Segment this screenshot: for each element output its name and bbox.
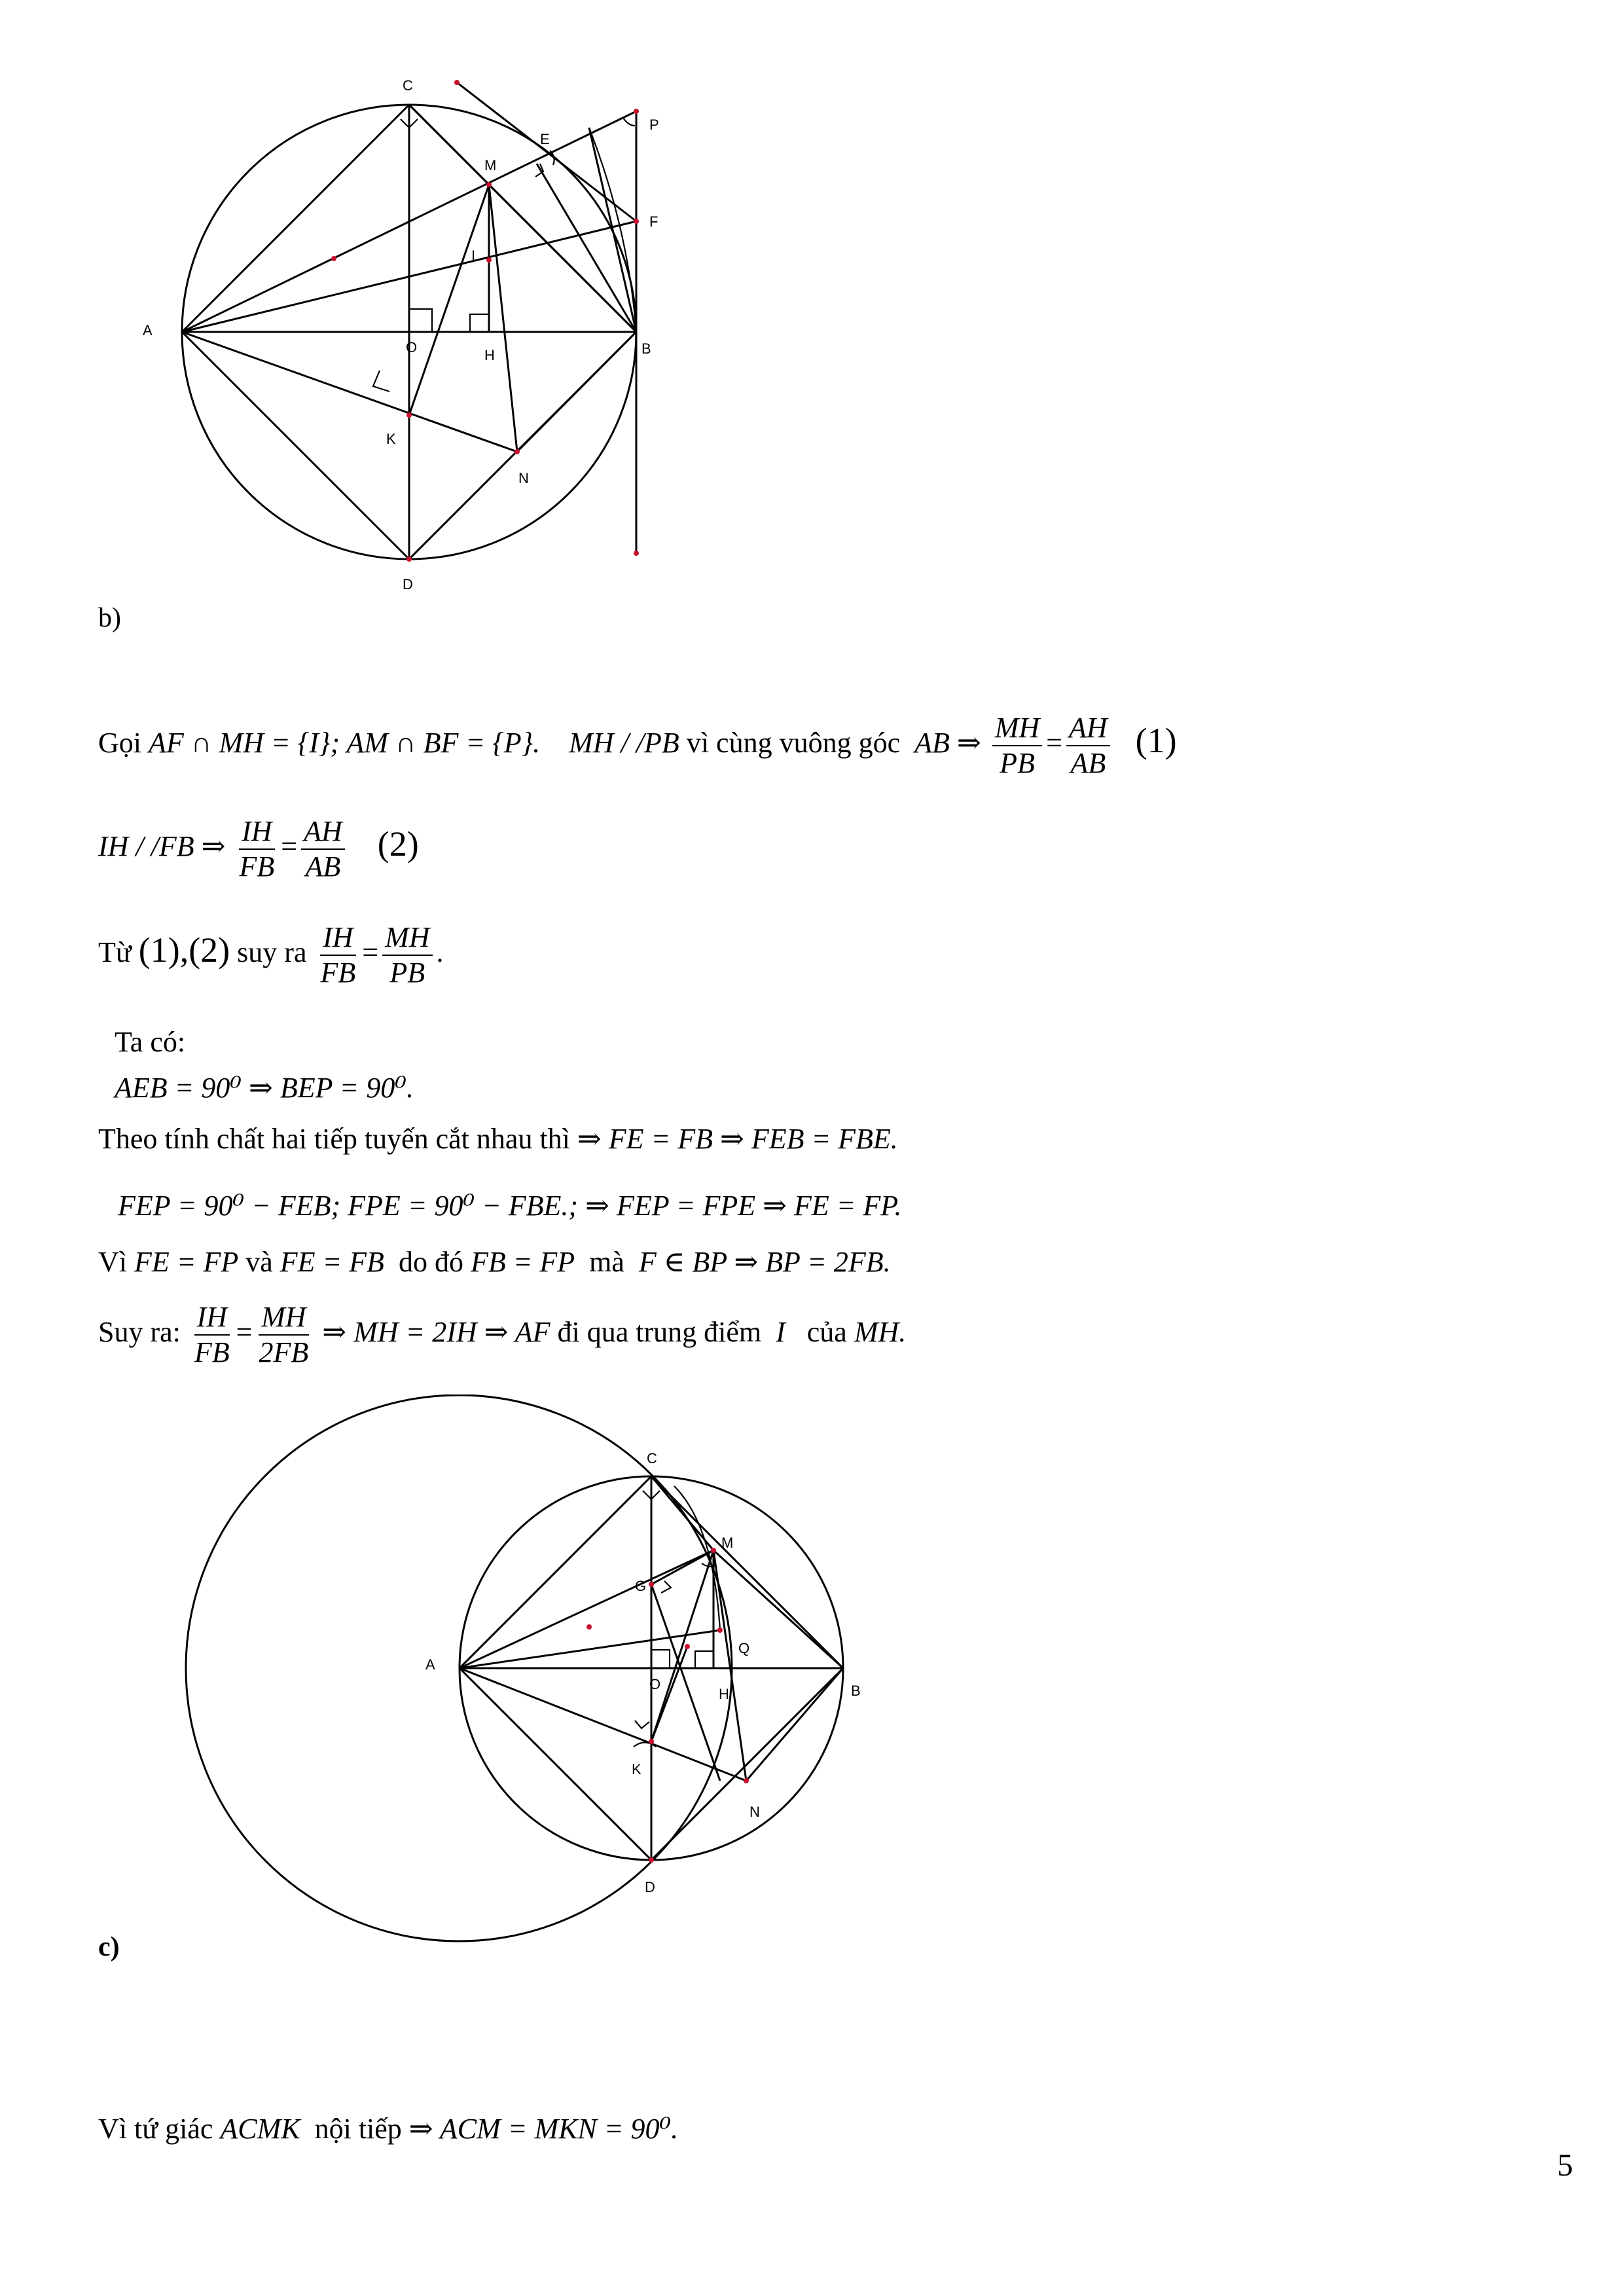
text-line-4: Ta có: bbox=[115, 1026, 186, 1058]
word-do-do: do đó bbox=[398, 1246, 463, 1278]
label-c-D: D bbox=[645, 1879, 655, 1895]
figure-b-geometry bbox=[182, 80, 639, 562]
equation-tag-1: (1) bbox=[1135, 721, 1177, 761]
label-b-H: H bbox=[484, 347, 495, 363]
label-c-K: K bbox=[632, 1761, 641, 1777]
math-ih-fb: IH / /FB ⇒ bbox=[98, 830, 226, 863]
fraction-ih-fb bbox=[237, 817, 278, 881]
fraction-ih-fb bbox=[317, 923, 358, 987]
word-goi: Gọi bbox=[98, 727, 141, 759]
text-line-10 bbox=[98, 2115, 678, 2143]
fraction-ah-ab bbox=[301, 817, 345, 881]
label-b-M: M bbox=[484, 157, 497, 173]
text-tu-giac: Vì tứ giác bbox=[98, 2113, 213, 2145]
label-b-P: P bbox=[649, 117, 659, 133]
fraction-ih-fb bbox=[192, 1303, 232, 1367]
figure-c-geometry bbox=[186, 1395, 843, 1941]
math-fe-fb: ⇒ FE = FB ⇒ FEB = FBE. bbox=[577, 1123, 898, 1155]
label-b-B: B bbox=[641, 340, 651, 357]
text-tiep-tuyen: Theo tính chất hai tiếp tuyến cắt nhau thì bbox=[98, 1123, 570, 1155]
math-ab-implies: AB ⇒ bbox=[914, 727, 981, 759]
equation-refs: (1),(2) bbox=[138, 930, 230, 970]
fraction-ah-ab bbox=[1066, 714, 1110, 778]
text-line-1: Gọi AF ∩ MH = {I}; AM ∩ BF = {P}. MH / /PB vì cùng vuông góc AB ⇒ $\frac{MH}{PB}$ = $\frac{AH}{AB}$ (1) bbox=[98, 712, 1177, 779]
math-mh: MH. bbox=[854, 1316, 907, 1349]
word-ma: mà bbox=[589, 1246, 624, 1278]
word-suy-ra: Suy ra: bbox=[98, 1316, 181, 1349]
label-b-N: N bbox=[518, 470, 529, 486]
label-c-A: A bbox=[425, 1656, 435, 1673]
numerator: AH bbox=[301, 817, 345, 850]
math-f-in-bp: F ∈ BP ⇒ BP = 2FB. bbox=[638, 1246, 891, 1278]
math-acmk: ACMK bbox=[220, 2113, 300, 2145]
label-b-A: A bbox=[143, 322, 153, 338]
word-cua: của bbox=[806, 1316, 847, 1349]
label-c-O: O bbox=[649, 1676, 661, 1692]
numerator: IH bbox=[239, 817, 274, 850]
text-line-2: IH / /FB ⇒ $\frac{IH}{FB}$ = $\frac{AH}{AB}$ (2) bbox=[98, 815, 419, 883]
figure-b bbox=[131, 65, 707, 609]
word-vi: Vì bbox=[98, 1246, 127, 1278]
fraction-mh-pb bbox=[382, 923, 432, 987]
word-tu: Từ bbox=[98, 936, 132, 969]
equation-tag-2: (2) bbox=[377, 824, 419, 864]
text-line-7: FEP = 90⁰ − FEB; FPE = 90⁰ − FBE.; ⇒ FEP = FPE ⇒ FE = FP. bbox=[118, 1190, 902, 1222]
math-fe-fb: FE = FB bbox=[280, 1246, 384, 1278]
math-fb-fp: FB = FP bbox=[470, 1246, 575, 1278]
math-mh-2ih: ⇒ MH = 2IH ⇒ AF bbox=[322, 1316, 550, 1349]
label-c-H: H bbox=[719, 1686, 729, 1702]
text-line-6 bbox=[98, 1125, 898, 1154]
fraction-mh-pb bbox=[992, 714, 1042, 778]
math-set-def: AF ∩ MH = {I}; AM ∩ BF = {P}. bbox=[149, 727, 541, 759]
text-line-3: Từ (1),(2) suy ra $\frac{IH}{FB}$ = $\frac{MH}{PB}$ . bbox=[98, 921, 444, 989]
denominator: FB bbox=[239, 850, 275, 883]
denominator: AB bbox=[1070, 747, 1106, 779]
label-b-I: I bbox=[471, 247, 476, 264]
fraction-mh-2fb bbox=[256, 1303, 311, 1367]
text-line-5: AEB = 90⁰ ⇒ BEP = 90⁰. bbox=[115, 1072, 414, 1104]
denominator: FB bbox=[320, 957, 356, 989]
denominator: AB bbox=[305, 850, 341, 883]
label-c-M: M bbox=[721, 1535, 734, 1551]
numerator: MH bbox=[259, 1303, 308, 1336]
numerator: AH bbox=[1066, 714, 1110, 746]
part-c-label: c) bbox=[98, 1932, 120, 1962]
figure-c bbox=[157, 1394, 916, 1971]
numerator: MH bbox=[382, 923, 432, 956]
numerator: MH bbox=[992, 714, 1042, 746]
denominator: PB bbox=[389, 957, 425, 989]
text-line-8 bbox=[98, 1248, 891, 1277]
math-fe-fp: FE = FP bbox=[134, 1246, 239, 1278]
label-c-B: B bbox=[851, 1683, 861, 1699]
label-b-F: F bbox=[649, 213, 659, 230]
numerator: IH bbox=[194, 1303, 230, 1336]
page-number: 5 bbox=[1557, 2148, 1573, 2183]
word-suy-ra: suy ra bbox=[237, 936, 307, 969]
label-b-C: C bbox=[403, 77, 413, 94]
text-di-qua: đi qua trung điểm bbox=[557, 1316, 762, 1349]
math-i: I bbox=[776, 1316, 785, 1349]
label-c-N: N bbox=[749, 1804, 760, 1820]
label-b-E: E bbox=[540, 131, 550, 147]
math-mh-pb: MH / /PB bbox=[569, 727, 679, 759]
label-b-K: K bbox=[386, 431, 396, 447]
word-va: và bbox=[245, 1246, 273, 1278]
denominator: FB bbox=[194, 1336, 230, 1368]
numerator: IH bbox=[320, 923, 355, 956]
denominator: PB bbox=[1000, 747, 1035, 779]
label-c-Q: Q bbox=[738, 1640, 750, 1656]
text-line-9: Suy ra: $\frac{IH}{FB}$ = $\frac{MH}{2FB}$ ⇒ MH = 2IH ⇒ AF đi qua trung điểm I của MH. bbox=[98, 1301, 907, 1368]
word-vi-cung: vì cùng vuông góc bbox=[686, 727, 901, 759]
denominator: 2FB bbox=[259, 1336, 309, 1368]
part-b-label: b) bbox=[98, 603, 121, 633]
label-c-G: G bbox=[635, 1578, 647, 1594]
math-acm-mkn: ⇒ ACM = MKN = 90⁰. bbox=[408, 2113, 679, 2145]
label-c-C: C bbox=[647, 1450, 657, 1467]
label-b-O: O bbox=[406, 339, 418, 355]
text-noi-tiep: nội tiếp bbox=[314, 2113, 402, 2145]
label-b-D: D bbox=[403, 576, 413, 592]
